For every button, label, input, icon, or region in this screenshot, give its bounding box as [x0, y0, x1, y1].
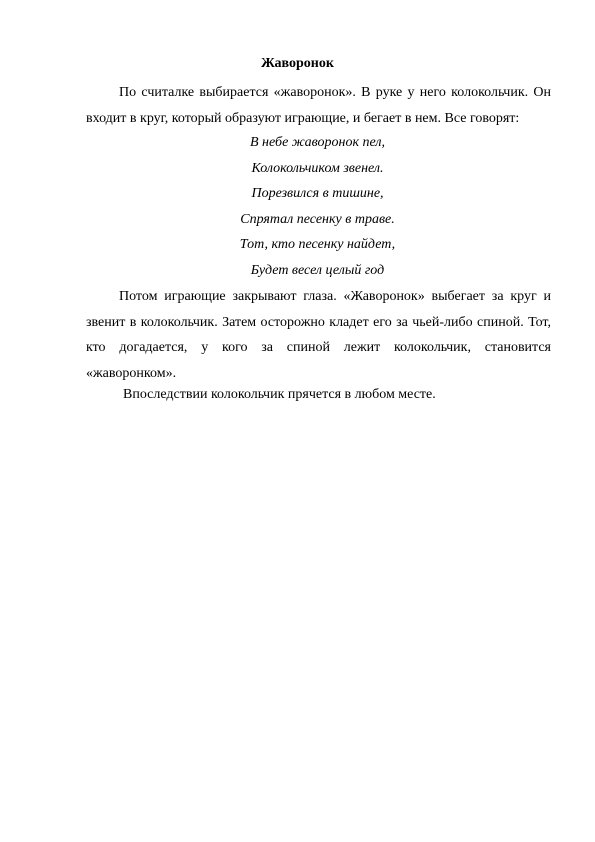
poem-line: Колокольчиком звенел. — [251, 160, 384, 176]
paragraph-afterword-line: Впоследствии колокольчик прячется в любом месте. — [123, 387, 436, 402]
paragraph-intro-line-1: По считалке выбирается «жаворонок». В руке у него колокольчик. Он — [119, 85, 551, 100]
poem-verse — [0, 130, 595, 283]
document-title: Жаворонок — [261, 56, 334, 71]
paragraph-intro — [86, 80, 551, 131]
paragraph-intro-line-2: входит в круг, который образуют играющие, и бегает в нем. Все говорят: — [86, 110, 520, 126]
paragraph-game-rules — [86, 284, 551, 386]
paragraph-game-rules-line-4: «жаворонком». — [86, 365, 177, 381]
poem-line: Порезвился в тишине, — [251, 186, 384, 201]
paragraph-game-rules-line-1: Потом играющие закрывают глаза. «Жаворонок» выбегает за круг и — [119, 289, 551, 304]
poem-line: Будет весел целый год — [250, 262, 385, 278]
paragraph-game-rules-line-3: кто догадается, у кого за спиной лежит колокольчик, становится — [86, 340, 551, 355]
paragraph-afterword — [86, 382, 551, 408]
poem-line: Спрятал песенку в траве. — [240, 211, 395, 227]
poem-line: В небе жаворонок пел, — [250, 135, 385, 150]
paragraph-game-rules-line-2: звенит в колокольчик. Затем осторожно кладет его за чьей-либо спиной. Тот, — [86, 314, 551, 330]
poem-line: Тот, кто песенку найдет, — [239, 237, 396, 252]
